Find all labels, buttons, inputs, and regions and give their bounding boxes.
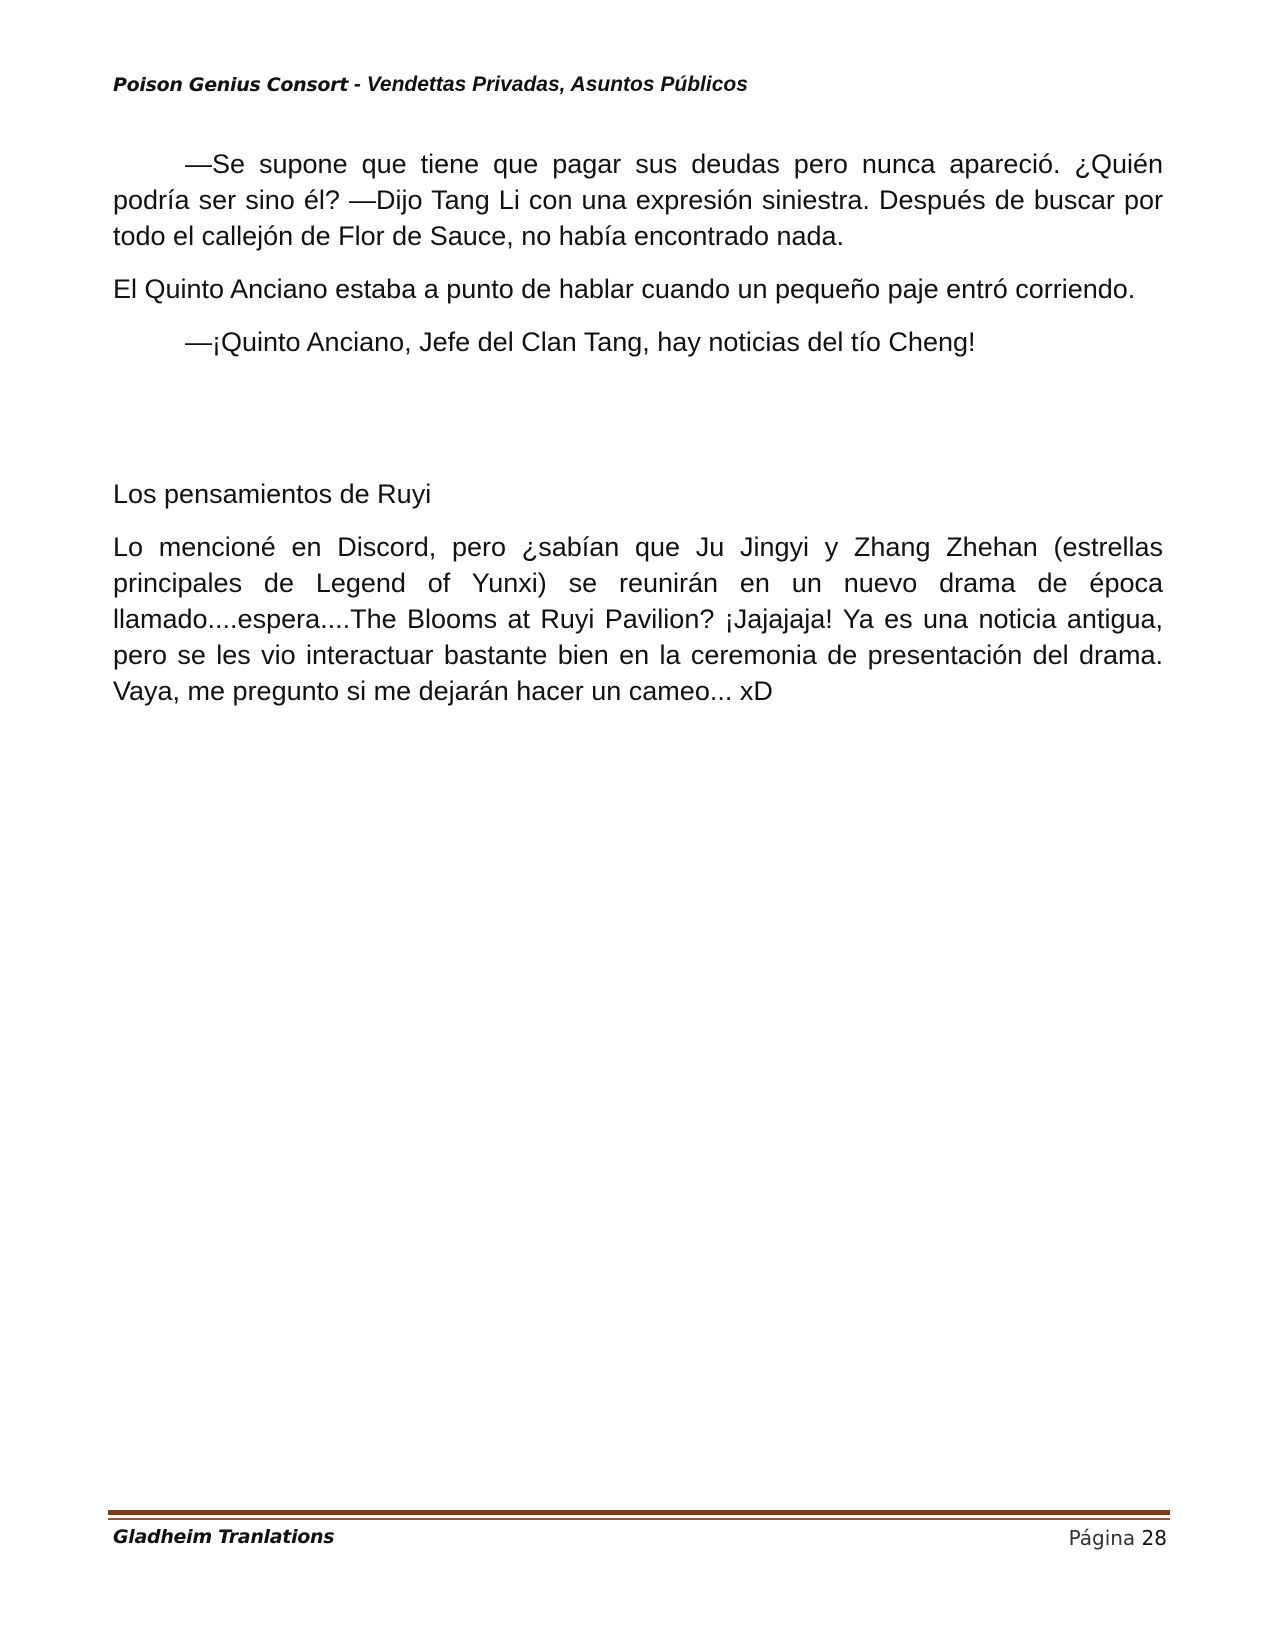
page-content: [113, 146, 1163, 726]
footer-rule-thin: [108, 1518, 1170, 1520]
paragraph-narration: El Quinto Anciano estaba a punto de hablar cuando un pequeño paje entró corriendo.: [113, 274, 1136, 304]
paragraph-dialogue-1: —Se supone que tiene que pagar sus deudas pero nunca apareció. ¿Quién podría ser sino él? —Dijo Tang Li con una expresión siniestra. Después de buscar por todo el callejón de Flor de Sauce, no había encontrado nada.: [113, 149, 1163, 251]
page-label: Página: [1068, 1526, 1136, 1550]
section-title: Los pensamientos de Ruyi: [113, 479, 432, 509]
running-header: [113, 73, 748, 97]
book-title: Poison Genius Consort: [113, 74, 349, 96]
translator-notes: Lo mencioné en Discord, pero ¿sabían que Ju Jingyi y Zhang Zhehan (estrellas principales de Legend of Yunxi) se reunirán en un nuevo drama de época llamado....espera....The Blooms at Ruyi Pavilion? ¡Jajajaja! Ya es una noticia antigua, pero se les vio interactuar bastante bien en la ceremonia de presentación del drama. Vaya, me pregunto si me dejarán hacer un cameo... xD: [113, 532, 1163, 706]
page-number-value: 28: [1141, 1526, 1167, 1550]
chapter-title: Vendettas Privadas, Asuntos Públicos: [366, 73, 748, 96]
footer-rule-thick: [108, 1510, 1170, 1515]
paragraph-dialogue-2: —¡Quinto Anciano, Jefe del Clan Tang, hay noticias del tío Cheng!: [185, 327, 976, 357]
footer-group-name: Gladheim Tranlations: [113, 1526, 335, 1548]
header-separator: -: [348, 73, 367, 96]
page-number: [1069, 1526, 1167, 1550]
